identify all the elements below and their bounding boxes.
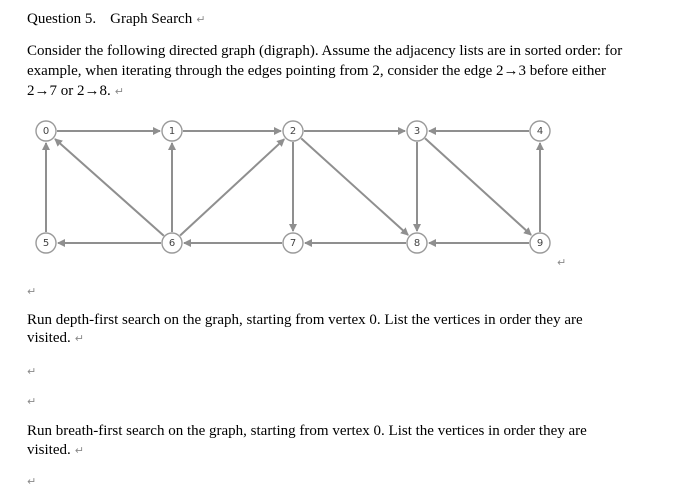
vertex-7 [283, 233, 303, 253]
vertex-6 [162, 233, 182, 253]
vertex-9 [530, 233, 550, 253]
vertex-label: 4 [536, 126, 544, 137]
intro-line-3: 2→7 or 2→8. [27, 83, 111, 99]
edge-2-to-8 [301, 138, 408, 235]
paragraph-mark-icon: ↵ [27, 395, 37, 408]
vertex-label: 8 [413, 238, 421, 249]
vertex-label: 6 [168, 238, 176, 249]
vertex-label: 0 [42, 126, 50, 137]
dfs-line-2-wrap [27, 329, 84, 348]
empty-paragraph [27, 392, 36, 411]
vertex-label: 7 [289, 238, 297, 249]
question-number: Question 5. [27, 11, 97, 27]
intro-line-2: example, when iterating through the edges pointing from 2, consider the edge 2→3 before either [27, 63, 606, 79]
bfs-line-1: Run breath-first search on the graph, starting from vertex 0. List the vertices in order they are [27, 423, 587, 439]
empty-paragraph [27, 362, 36, 381]
edge-6-to-0 [55, 139, 164, 236]
vertex-0 [36, 121, 56, 141]
vertex-5 [36, 233, 56, 253]
vertex-4 [530, 121, 550, 141]
vertex-label: 1 [168, 126, 176, 137]
paragraph-mark-icon: ↵ [74, 444, 84, 457]
bfs-line-2-wrap [27, 441, 84, 460]
paragraph-mark-icon: ↵ [27, 285, 37, 298]
empty-paragraph [27, 282, 36, 301]
question-title: Graph Search [110, 11, 193, 27]
paragraph-mark-icon: ↵ [196, 13, 206, 26]
dfs-line-1: Run depth-first search on the graph, starting from vertex 0. List the vertices in order they are [27, 312, 583, 328]
paragraph-mark-icon: ↵ [114, 85, 124, 98]
paragraph-mark-icon: ↵ [27, 475, 37, 488]
vertex-1 [162, 121, 182, 141]
bfs-line-2: visited. [27, 442, 71, 458]
edge-6-to-2 [180, 139, 284, 235]
vertex-label: 5 [42, 238, 50, 249]
vertex-label: 3 [413, 126, 421, 137]
paragraph-mark-icon: ↵ [27, 365, 37, 378]
empty-paragraph [27, 472, 36, 491]
dfs-line-2: visited. [27, 330, 71, 346]
intro-line-1: Consider the following directed graph (digraph). Assume the adjacency lists are in sorted order: for [27, 43, 623, 59]
vertex-3 [407, 121, 427, 141]
edges-layer [46, 131, 540, 243]
vertex-8 [407, 233, 427, 253]
vertex-label: 9 [536, 238, 544, 249]
vertex-label: 2 [289, 126, 297, 137]
paragraph-mark-icon: ↵ [557, 256, 567, 269]
edge-3-to-9 [425, 138, 531, 235]
paragraph-mark-icon: ↵ [74, 332, 84, 345]
vertex-2 [283, 121, 303, 141]
